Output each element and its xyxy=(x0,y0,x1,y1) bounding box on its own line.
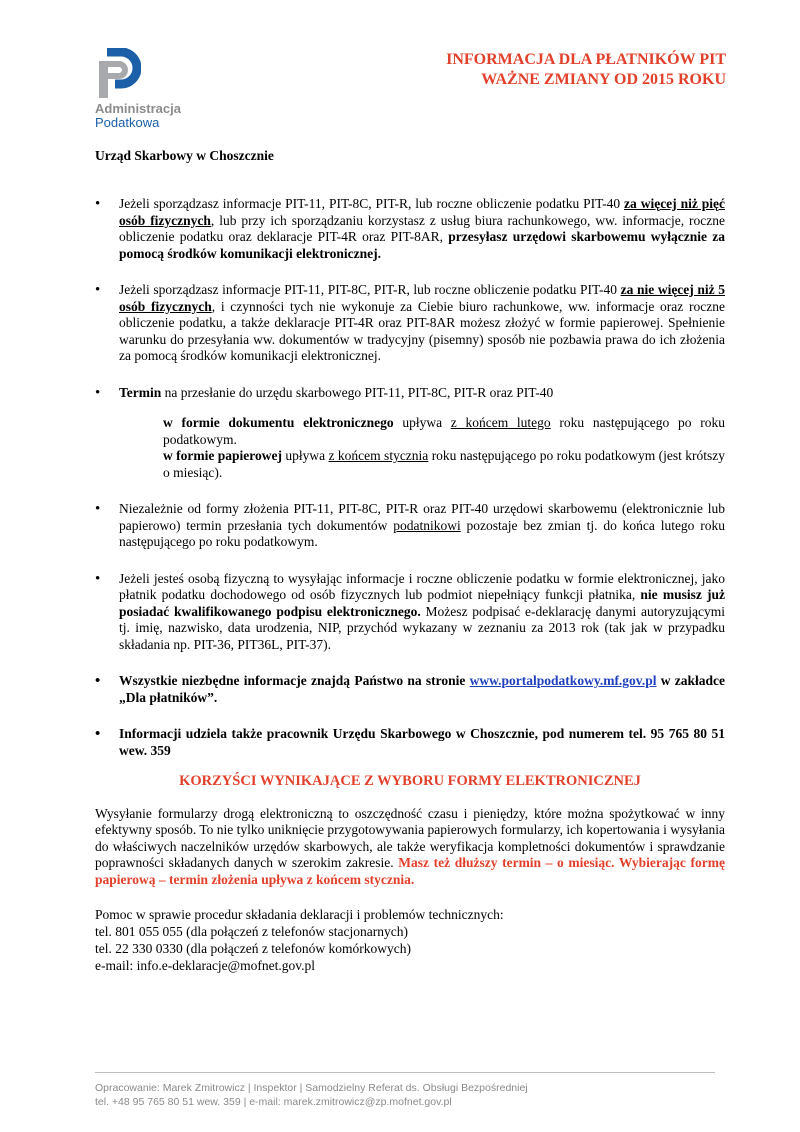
deadline-details xyxy=(119,415,725,481)
text: na przesłanie do urzędu skarbowego PIT-11, PIT-8C, PIT-R oraz PIT-40 xyxy=(161,384,554,400)
section-title: KORZYŚCI WYNIKAJĄCE Z WYBORU FORMY ELEKTRONICZNEJ xyxy=(179,773,641,789)
text: pozostaje bez zmian tj. do końca lutego roku następującego po roku podatkowym. xyxy=(119,517,725,549)
text: , lub przy ich sporządzaniu korzystasz z usług biura rachunkowego, ww. informacje, roczne obliczenie podatku oraz deklaracje PIT-4R oraz PIT-8AR, xyxy=(119,212,725,244)
bullet-signature xyxy=(95,571,725,654)
text: upływa xyxy=(282,448,329,463)
document-body xyxy=(95,196,725,974)
bullet-electronic-obligation xyxy=(95,196,725,262)
bullet-deadline xyxy=(95,385,725,482)
emphasis: w formie dokumentu elektronicznego xyxy=(163,415,394,430)
logo-line-2: Podatkowa xyxy=(95,115,160,130)
highlight: Masz też dłuższy termin – o miesiąc. Wybierając formę papierową – termin złożenia upływa z końcem stycznia. xyxy=(95,855,725,887)
text: Wysyłanie formularzy drogą elektroniczną to oszczędność czasu i pieniędzy, które można spożytkować w inny efektywny sposób. To nie tylko uniknięcie przygotowywania papierowych formularzy, ich kopertowania i wysyłania do właściwych naczelników urzędów skarbowych, ale także weryfikacja kompletności dokumentów i sprawdzanie poprawności składanych danych w szerokim zakresie. xyxy=(95,805,726,870)
bullet-taxpayer-deadline xyxy=(95,501,725,551)
help-email: e-mail: info.e-deklaracje@mofnet.gov.pl xyxy=(95,958,315,973)
text: Jeżeli sporządzasz informacje PIT-11, PIT-8C, PIT-R, lub roczne obliczenie podatku PIT-40 xyxy=(119,196,625,211)
logo xyxy=(95,48,205,130)
underlined-text: z końcem lutego xyxy=(450,415,551,430)
footer-contact: tel. +48 95 765 80 51 wew. 359 | e-mail: marek.zmitrowicz@zp.mofnet.gov.pl xyxy=(95,1096,452,1108)
text: roku następującego po roku podatkowym (jest krótszy o miesiąc). xyxy=(163,448,725,480)
logo-line-1: Administracja xyxy=(95,101,181,116)
help-phone-landline: tel. 801 055 055 (dla połączeń z telefonów stacjonarnych) xyxy=(95,924,409,939)
text: Możesz podpisać e-deklarację danymi autoryzującymi tj. imię, nazwisko, data urodzenia, NIP, przychód wykazany w zeznaniu za 2013 rok (tak jak w przypadku składania np. PIT-36, PIT36L, PIT-37). xyxy=(119,603,725,652)
help-phone-mobile: tel. 22 330 0330 (dla połączeń z telefonów komórkowych) xyxy=(95,941,412,956)
header-title-line-2: WAŻNE ZMIANY OD 2015 ROKU xyxy=(481,71,726,88)
emphasis: za więcej niż pięć osób fizycznych xyxy=(119,196,725,228)
text: upływa xyxy=(393,415,451,430)
emphasis: w formie papierowej xyxy=(163,448,283,463)
footer-author: Opracowanie: Marek Zmitrowicz | Inspektor | Samodzielny Referat ds. Obsługi Bezpośredniej xyxy=(95,1082,528,1094)
help-intro: Pomoc w sprawie procedur składania deklaracji i problemów technicznych: xyxy=(95,907,504,922)
emphasis: przesyłasz urzędowi skarbowemu wyłącznie za pomocą środków komunikacji elektronicznej. xyxy=(119,229,725,261)
emphasis: Termin xyxy=(119,384,162,400)
footer xyxy=(95,1072,715,1109)
office-name: Urząd Skarbowy w Choszcznie xyxy=(95,148,274,163)
text: Informacji udziela także pracownik Urzędu Skarbowego w Choszcznie, pod numerem tel. 95 765 80 51 wew. 359 xyxy=(119,726,725,758)
document-header xyxy=(446,50,726,90)
emphasis: za nie więcej niż 5 osób fizycznych xyxy=(119,282,725,314)
help-contact-block xyxy=(95,906,725,974)
bullet-contact xyxy=(95,726,725,759)
text: Jeżeli jesteś osobą fizyczną to wysyłając informacje i roczne obliczenie podatku w formie elektronicznej, jako płatnik podatku dochodowego od osób fizycznych lub podmiot niepełniący funkcji płatnika, xyxy=(119,570,725,602)
administracja-podatkowa-logo-icon xyxy=(95,48,141,100)
text: w zakładce „Dla płatników”. xyxy=(119,673,725,705)
header-title-line-1: INFORMACJA DLA PŁATNIKÓW PIT xyxy=(446,51,726,68)
text: roku następującego po roku podatkowym. xyxy=(163,415,725,447)
underlined-text: z końcem stycznia xyxy=(328,448,429,463)
text: , i czynności tych nie wykonuje za Ciebie biuro rachunkowe, ww. informacje oraz roczne obliczenie podatku, a także deklaracje PIT-4R oraz PIT-8AR możesz złożyć w formie papierowej. Spełnienie warunku do przesyłania ww. dokumentów w tradycyjny (pisemny) sposób nie pozbawia prawa do ich złożenia za pomocą środków komunikacji elektronicznej. xyxy=(119,298,725,363)
underlined-text: podatnikowi xyxy=(393,517,461,533)
text: Niezależnie od formy złożenia PIT-11, PIT-8C, PIT-R oraz PIT-40 urzędowi skarbowemu (elektronicznie lub papierowo) termin przesłania tych dokumentów xyxy=(119,501,725,533)
emphasis: nie musisz już posiadać kwalifikowanego podpisu elektronicznego. xyxy=(119,587,725,619)
bullet-paper-option xyxy=(95,282,725,365)
text: Wszystkie niezbędne informacje znajdą Państwo na stronie xyxy=(119,673,470,688)
bullet-info-website xyxy=(95,673,725,706)
text: Jeżeli sporządzasz informacje PIT-11, PIT-8C, PIT-R, lub roczne obliczenie podatku PIT-40 xyxy=(119,282,621,297)
portal-link[interactable]: www.portalpodatkowy.mf.gov.pl xyxy=(469,673,657,688)
benefits-paragraph xyxy=(95,806,725,889)
